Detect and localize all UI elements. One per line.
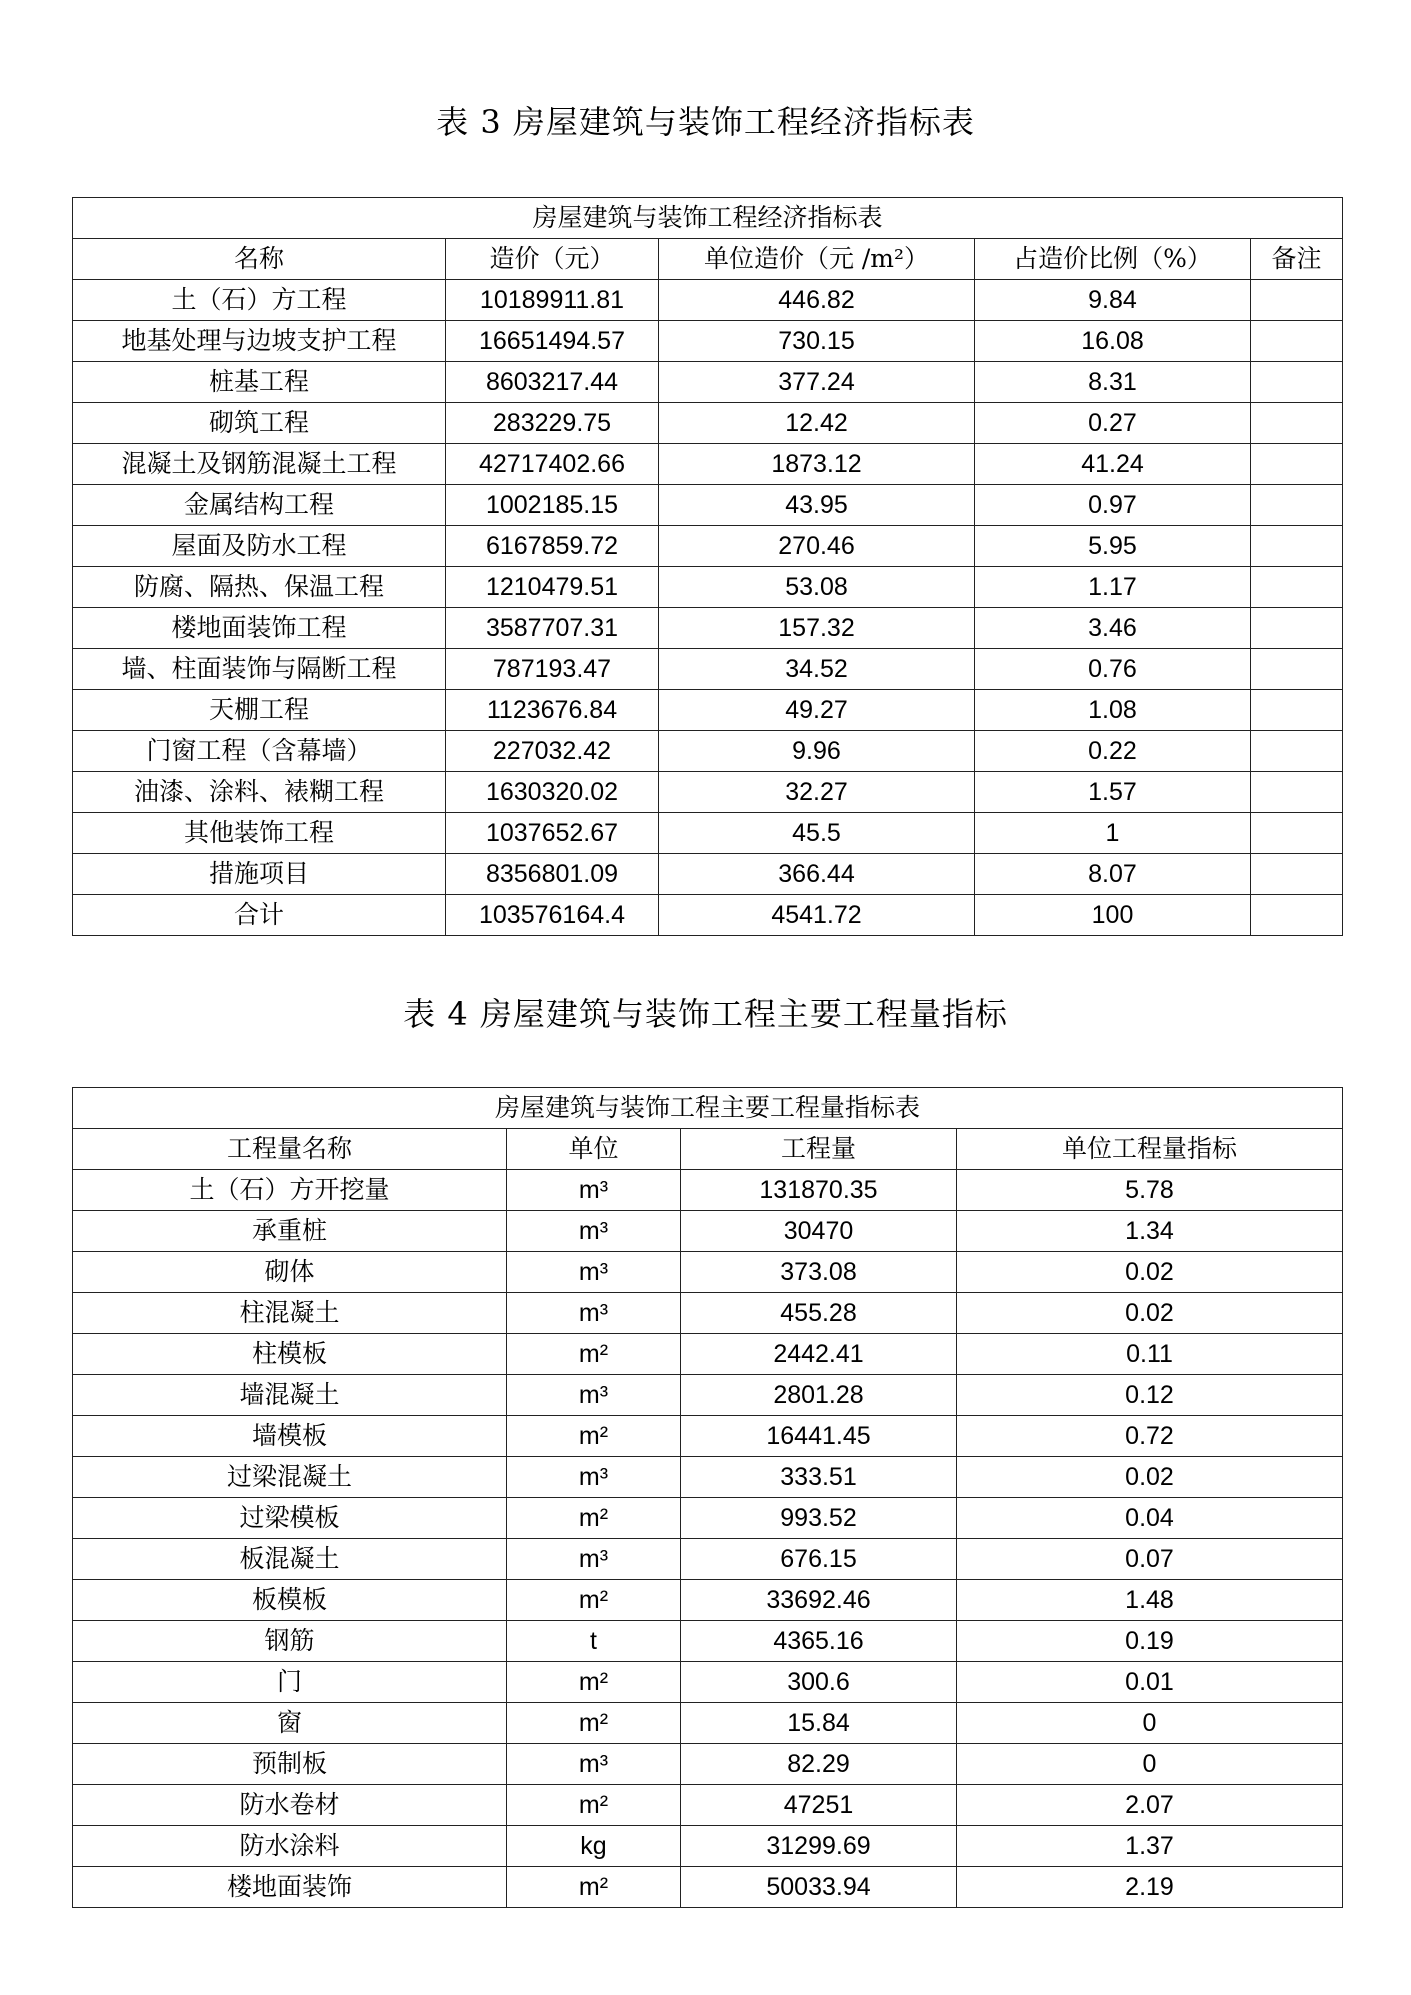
table-cell: 333.51 bbox=[681, 1457, 957, 1498]
table-row bbox=[73, 1621, 1343, 1662]
table-cell: 0 bbox=[957, 1744, 1343, 1785]
table-cell: 墙模板 bbox=[73, 1416, 507, 1457]
table-cell: 53.08 bbox=[659, 567, 975, 608]
table-row bbox=[73, 567, 1343, 608]
table-cell: 82.29 bbox=[681, 1744, 957, 1785]
table-row bbox=[73, 280, 1343, 321]
table-cell: 8.31 bbox=[975, 362, 1251, 403]
table-cell: 377.24 bbox=[659, 362, 975, 403]
table-cell: 防腐、隔热、保温工程 bbox=[73, 567, 446, 608]
column-header: 造价（元） bbox=[446, 239, 659, 280]
table-cell: 0.72 bbox=[957, 1416, 1343, 1457]
table-cell: m³ bbox=[507, 1211, 681, 1252]
table-cell: 16651494.57 bbox=[446, 321, 659, 362]
table-cell: 42717402.66 bbox=[446, 444, 659, 485]
table-row bbox=[73, 1211, 1343, 1252]
table-cell: 0.19 bbox=[957, 1621, 1343, 1662]
table-cell: 墙混凝土 bbox=[73, 1375, 507, 1416]
table-cell: 门窗工程（含幕墙） bbox=[73, 731, 446, 772]
table-cell bbox=[1251, 813, 1343, 854]
table-cell: 5.95 bbox=[975, 526, 1251, 567]
economic-indicator-table bbox=[72, 197, 1343, 936]
table-cell: 0 bbox=[957, 1703, 1343, 1744]
table-cell: 天棚工程 bbox=[73, 690, 446, 731]
table-row bbox=[73, 444, 1343, 485]
table-cell: 门 bbox=[73, 1662, 507, 1703]
table-row bbox=[73, 1457, 1343, 1498]
table-cell: 9.84 bbox=[975, 280, 1251, 321]
table-header-row bbox=[73, 239, 1343, 280]
table-cell bbox=[1251, 690, 1343, 731]
table-cell: 金属结构工程 bbox=[73, 485, 446, 526]
table-cell bbox=[1251, 772, 1343, 813]
table-row bbox=[73, 362, 1343, 403]
table-cell: m² bbox=[507, 1416, 681, 1457]
table-cell: 33692.46 bbox=[681, 1580, 957, 1621]
table-cell: 0.02 bbox=[957, 1252, 1343, 1293]
table-cell: 1.17 bbox=[975, 567, 1251, 608]
table-row bbox=[73, 485, 1343, 526]
table-cell bbox=[1251, 444, 1343, 485]
table-cell: 41.24 bbox=[975, 444, 1251, 485]
table-row bbox=[73, 690, 1343, 731]
table-cell bbox=[1251, 608, 1343, 649]
table-cell: 45.5 bbox=[659, 813, 975, 854]
table-cell: m² bbox=[507, 1867, 681, 1908]
column-header: 单位工程量指标 bbox=[957, 1129, 1343, 1170]
table-row bbox=[73, 321, 1343, 362]
table-cell: 30470 bbox=[681, 1211, 957, 1252]
table-cell: 16441.45 bbox=[681, 1416, 957, 1457]
column-header: 单位造价（元 /m²） bbox=[659, 239, 975, 280]
table-cell: m² bbox=[507, 1498, 681, 1539]
table-cell: m² bbox=[507, 1662, 681, 1703]
table-cell: 16.08 bbox=[975, 321, 1251, 362]
column-header: 单位 bbox=[507, 1129, 681, 1170]
table-cell: m³ bbox=[507, 1457, 681, 1498]
table-cell: 窗 bbox=[73, 1703, 507, 1744]
table-cell bbox=[1251, 280, 1343, 321]
table-cell: 6167859.72 bbox=[446, 526, 659, 567]
table-cell: 2.07 bbox=[957, 1785, 1343, 1826]
table-cell bbox=[1251, 854, 1343, 895]
table-cell: 4365.16 bbox=[681, 1621, 957, 1662]
table4-title: 表 4 房屋建筑与装饰工程主要工程量指标 bbox=[403, 995, 1008, 1033]
table-cell: m² bbox=[507, 1334, 681, 1375]
table-cell: 157.32 bbox=[659, 608, 975, 649]
quantity-indicator-table bbox=[72, 1087, 1343, 1908]
table-cell: m³ bbox=[507, 1539, 681, 1580]
table-cell: 土（石）方开挖量 bbox=[73, 1170, 507, 1211]
table-cell: 油漆、涂料、裱糊工程 bbox=[73, 772, 446, 813]
table-row bbox=[73, 1744, 1343, 1785]
table-row bbox=[73, 1375, 1343, 1416]
table-row bbox=[73, 1703, 1343, 1744]
column-header: 备注 bbox=[1251, 239, 1343, 280]
table-cell: 103576164.4 bbox=[446, 895, 659, 936]
table-caption-row bbox=[73, 198, 1343, 239]
table-caption: 房屋建筑与装饰工程主要工程量指标表 bbox=[73, 1088, 1343, 1129]
table-row bbox=[73, 1662, 1343, 1703]
table-cell: m³ bbox=[507, 1252, 681, 1293]
table-cell: 2442.41 bbox=[681, 1334, 957, 1375]
column-header: 名称 bbox=[73, 239, 446, 280]
column-header: 占造价比例（%） bbox=[975, 239, 1251, 280]
table-cell: 8.07 bbox=[975, 854, 1251, 895]
table-cell: 47251 bbox=[681, 1785, 957, 1826]
table-row bbox=[73, 895, 1343, 936]
table-row bbox=[73, 1785, 1343, 1826]
table-row bbox=[73, 649, 1343, 690]
table-cell: 过梁混凝土 bbox=[73, 1457, 507, 1498]
table-cell: 0.04 bbox=[957, 1498, 1343, 1539]
column-header: 工程量 bbox=[681, 1129, 957, 1170]
table-cell: 屋面及防水工程 bbox=[73, 526, 446, 567]
table-cell: 1210479.51 bbox=[446, 567, 659, 608]
table-caption: 房屋建筑与装饰工程经济指标表 bbox=[73, 198, 1343, 239]
table-cell: 0.07 bbox=[957, 1539, 1343, 1580]
table-cell: 3.46 bbox=[975, 608, 1251, 649]
table-cell: 1873.12 bbox=[659, 444, 975, 485]
table-cell: 板模板 bbox=[73, 1580, 507, 1621]
table-cell: 49.27 bbox=[659, 690, 975, 731]
table-cell: 0.02 bbox=[957, 1457, 1343, 1498]
table-cell: 合计 bbox=[73, 895, 446, 936]
table-cell: 373.08 bbox=[681, 1252, 957, 1293]
table-row bbox=[73, 1252, 1343, 1293]
table-cell: 预制板 bbox=[73, 1744, 507, 1785]
table-cell bbox=[1251, 649, 1343, 690]
table-cell: 32.27 bbox=[659, 772, 975, 813]
table-row bbox=[73, 1170, 1343, 1211]
table-cell bbox=[1251, 731, 1343, 772]
table-cell bbox=[1251, 526, 1343, 567]
table-cell: 1.57 bbox=[975, 772, 1251, 813]
table-cell: 防水卷材 bbox=[73, 1785, 507, 1826]
table-row bbox=[73, 1867, 1343, 1908]
table-cell: 4541.72 bbox=[659, 895, 975, 936]
table-caption-row bbox=[73, 1088, 1343, 1129]
table-cell: 1.48 bbox=[957, 1580, 1343, 1621]
table-cell bbox=[1251, 321, 1343, 362]
table-row bbox=[73, 1539, 1343, 1580]
table-row bbox=[73, 608, 1343, 649]
table-cell: 270.46 bbox=[659, 526, 975, 567]
table-row bbox=[73, 731, 1343, 772]
table-cell: 土（石）方工程 bbox=[73, 280, 446, 321]
table-cell: 0.12 bbox=[957, 1375, 1343, 1416]
table-cell: 676.15 bbox=[681, 1539, 957, 1580]
table-cell: 2.19 bbox=[957, 1867, 1343, 1908]
table-cell: 承重桩 bbox=[73, 1211, 507, 1252]
table-cell: 8356801.09 bbox=[446, 854, 659, 895]
table-cell: 1 bbox=[975, 813, 1251, 854]
table-cell: 10189911.81 bbox=[446, 280, 659, 321]
table-cell: 1123676.84 bbox=[446, 690, 659, 731]
table-cell: m² bbox=[507, 1703, 681, 1744]
table-row bbox=[73, 403, 1343, 444]
table-cell: 131870.35 bbox=[681, 1170, 957, 1211]
table-cell: 0.76 bbox=[975, 649, 1251, 690]
table-row bbox=[73, 854, 1343, 895]
table-cell: 0.97 bbox=[975, 485, 1251, 526]
table-cell: 300.6 bbox=[681, 1662, 957, 1703]
table-cell: 993.52 bbox=[681, 1498, 957, 1539]
table-cell: m³ bbox=[507, 1170, 681, 1211]
table-cell: 50033.94 bbox=[681, 1867, 957, 1908]
table-cell: 防水涂料 bbox=[73, 1826, 507, 1867]
table-cell: 366.44 bbox=[659, 854, 975, 895]
table-row bbox=[73, 1498, 1343, 1539]
table-cell: 过梁模板 bbox=[73, 1498, 507, 1539]
table-cell: 283229.75 bbox=[446, 403, 659, 444]
table-header-row bbox=[73, 1129, 1343, 1170]
table-row bbox=[73, 1416, 1343, 1457]
table-row bbox=[73, 1580, 1343, 1621]
table-cell: m³ bbox=[507, 1293, 681, 1334]
table-cell: 桩基工程 bbox=[73, 362, 446, 403]
table-cell: 227032.42 bbox=[446, 731, 659, 772]
table-cell: 455.28 bbox=[681, 1293, 957, 1334]
table-cell: 446.82 bbox=[659, 280, 975, 321]
table-cell: 0.02 bbox=[957, 1293, 1343, 1334]
table-row bbox=[73, 1293, 1343, 1334]
table-cell: kg bbox=[507, 1826, 681, 1867]
table-cell: t bbox=[507, 1621, 681, 1662]
table-cell: 其他装饰工程 bbox=[73, 813, 446, 854]
table-cell: 0.27 bbox=[975, 403, 1251, 444]
table-cell: 1002185.15 bbox=[446, 485, 659, 526]
table-cell: 砌体 bbox=[73, 1252, 507, 1293]
table-cell: 地基处理与边坡支护工程 bbox=[73, 321, 446, 362]
table-cell: 楼地面装饰 bbox=[73, 1867, 507, 1908]
table-cell: 砌筑工程 bbox=[73, 403, 446, 444]
table-cell: 柱模板 bbox=[73, 1334, 507, 1375]
table-cell: 9.96 bbox=[659, 731, 975, 772]
table3-title: 表 3 房屋建筑与装饰工程经济指标表 bbox=[436, 103, 975, 141]
table-cell: 5.78 bbox=[957, 1170, 1343, 1211]
table-cell bbox=[1251, 403, 1343, 444]
table-cell: 墙、柱面装饰与隔断工程 bbox=[73, 649, 446, 690]
table-cell: 12.42 bbox=[659, 403, 975, 444]
table-cell: 1.37 bbox=[957, 1826, 1343, 1867]
table-row bbox=[73, 526, 1343, 567]
table-cell: 板混凝土 bbox=[73, 1539, 507, 1580]
table-cell: m³ bbox=[507, 1375, 681, 1416]
table-row bbox=[73, 772, 1343, 813]
table-cell: 措施项目 bbox=[73, 854, 446, 895]
table-cell: 43.95 bbox=[659, 485, 975, 526]
table-cell: 1037652.67 bbox=[446, 813, 659, 854]
table-cell bbox=[1251, 362, 1343, 403]
table-cell: 楼地面装饰工程 bbox=[73, 608, 446, 649]
table-cell: 730.15 bbox=[659, 321, 975, 362]
table-row bbox=[73, 1826, 1343, 1867]
table-cell: 3587707.31 bbox=[446, 608, 659, 649]
column-header: 工程量名称 bbox=[73, 1129, 507, 1170]
table-cell: 1630320.02 bbox=[446, 772, 659, 813]
table-cell: 0.22 bbox=[975, 731, 1251, 772]
table-row bbox=[73, 1334, 1343, 1375]
table-cell: 钢筋 bbox=[73, 1621, 507, 1662]
table-cell: 787193.47 bbox=[446, 649, 659, 690]
table-cell: 1.08 bbox=[975, 690, 1251, 731]
table-cell bbox=[1251, 895, 1343, 936]
table-cell: 0.01 bbox=[957, 1662, 1343, 1703]
table-cell: 31299.69 bbox=[681, 1826, 957, 1867]
table-cell: 100 bbox=[975, 895, 1251, 936]
table-cell: m² bbox=[507, 1785, 681, 1826]
table-cell: 0.11 bbox=[957, 1334, 1343, 1375]
table-cell: 34.52 bbox=[659, 649, 975, 690]
table-cell: 15.84 bbox=[681, 1703, 957, 1744]
table-cell: m³ bbox=[507, 1744, 681, 1785]
table-cell: 2801.28 bbox=[681, 1375, 957, 1416]
table-cell bbox=[1251, 567, 1343, 608]
table-cell: m² bbox=[507, 1580, 681, 1621]
table-cell bbox=[1251, 485, 1343, 526]
table-cell: 柱混凝土 bbox=[73, 1293, 507, 1334]
table-cell: 8603217.44 bbox=[446, 362, 659, 403]
table-row bbox=[73, 813, 1343, 854]
table-cell: 1.34 bbox=[957, 1211, 1343, 1252]
table-cell: 混凝土及钢筋混凝土工程 bbox=[73, 444, 446, 485]
